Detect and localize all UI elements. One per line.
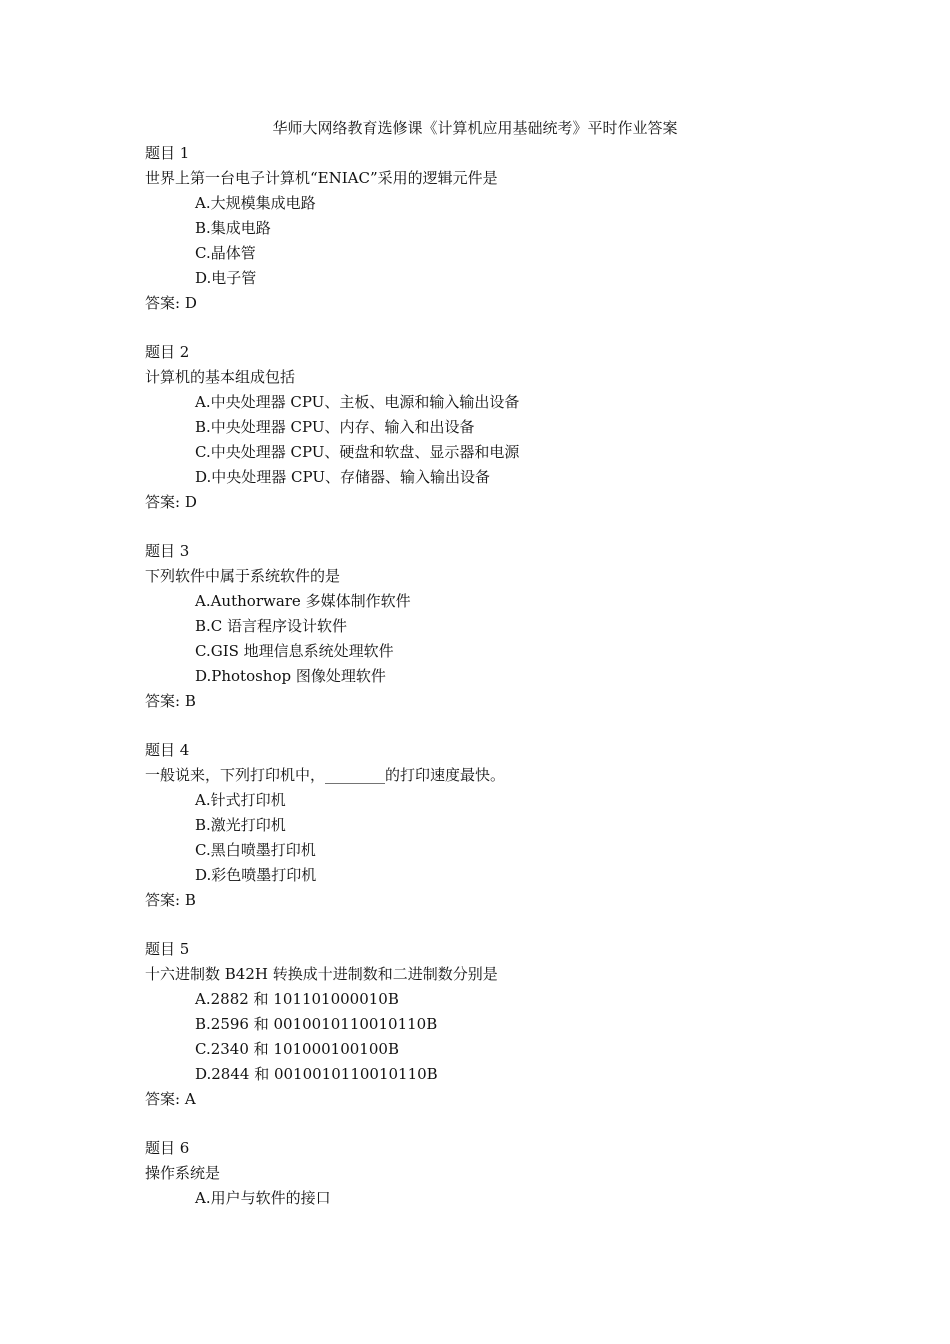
document-title: 华师大网络教育选修课《计算机应用基础统考》平时作业答案 [272, 119, 678, 137]
option-b: B.中央处理器 CPU、内存、输入和出设备 [195, 418, 475, 436]
option-c: C.2340 和 101000100100B [195, 1040, 399, 1058]
option-list [145, 390, 845, 490]
option-d: D.2844 和 0010010110010110B [195, 1065, 438, 1083]
question-answer: 答案: A [145, 1090, 196, 1108]
option-c: C.中央处理器 CPU、硬盘和软盘、显示器和电源 [195, 443, 520, 461]
question-heading: 题目 6 [145, 1139, 190, 1157]
question-item [145, 141, 845, 316]
question-item [145, 937, 845, 1112]
option-list [145, 788, 845, 888]
option-c: C.黑白喷墨打印机 [195, 841, 316, 859]
question-item [145, 1136, 845, 1211]
question-heading: 题目 4 [145, 741, 190, 759]
option-d: D.电子管 [195, 269, 257, 287]
option-list [145, 191, 845, 291]
option-b: B.C 语言程序设计软件 [195, 617, 348, 635]
question-item [145, 340, 845, 515]
question-answer: 答案: D [145, 294, 197, 312]
option-a: A.用户与软件的接口 [195, 1189, 331, 1207]
option-list [145, 589, 845, 689]
option-b: B.2596 和 0010010110010110B [195, 1015, 438, 1033]
question-text: 计算机的基本组成包括 [145, 368, 296, 386]
option-a: A.2882 和 101101000010B [195, 990, 399, 1008]
question-item [145, 738, 845, 913]
question-answer: 答案: B [145, 692, 196, 710]
option-list [145, 1186, 845, 1211]
question-heading: 题目 2 [145, 343, 190, 361]
option-d: D.彩色喷墨打印机 [195, 866, 317, 884]
option-a: A.针式打印机 [195, 791, 286, 809]
option-a: A.大规模集成电路 [195, 194, 316, 212]
question-heading: 题目 1 [145, 144, 190, 162]
question-answer: 答案: B [145, 891, 196, 909]
question-text: 下列软件中属于系统软件的是 [145, 567, 341, 585]
question-answer: 答案: D [145, 493, 197, 511]
option-a: A.中央处理器 CPU、主板、电源和输入输出设备 [195, 393, 520, 411]
question-heading: 题目 5 [145, 940, 190, 958]
question-heading: 题目 3 [145, 542, 190, 560]
option-a: A.Authorware 多媒体制作软件 [195, 592, 411, 610]
question-item [145, 539, 845, 714]
option-d: D.Photoshop 图像处理软件 [195, 667, 386, 685]
option-b: B.激光打印机 [195, 816, 286, 834]
question-text: 一般说来，下列打印机中，________的打印速度最快。 [145, 766, 506, 784]
option-c: C.晶体管 [195, 244, 256, 262]
question-text: 十六进制数 B42H 转换成十进制数和二进制数分别是 [145, 965, 498, 983]
option-c: C.GIS 地理信息系统处理软件 [195, 642, 394, 660]
question-list [145, 141, 845, 1235]
question-text: 操作系统是 [145, 1164, 221, 1182]
question-text: 世界上第一台电子计算机“ENIAC”采用的逻辑元件是 [145, 169, 498, 187]
option-d: D.中央处理器 CPU、存储器、输入输出设备 [195, 468, 490, 486]
option-b: B.集成电路 [195, 219, 271, 237]
option-list [145, 987, 845, 1087]
